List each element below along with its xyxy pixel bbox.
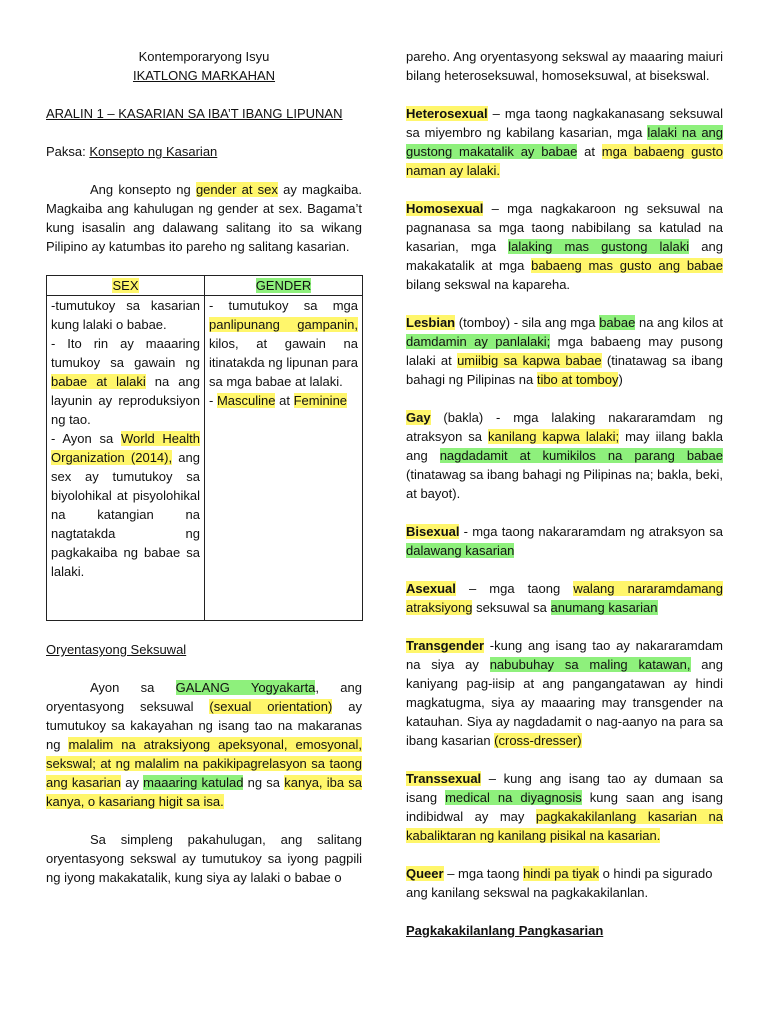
highlight: gender at sex: [195, 182, 278, 197]
course-title: Kontemporaryong Isyu: [138, 49, 270, 64]
orientation-paragraph: Ayon sa GALANG Yogyakarta, ang oryentasyong seksuwal (sexual orientation) ay tumutukoy sa kakayahan ng isang tao na makaranas ng malalim na atraksiyong apeksyonal, emosyonal, sekswal; at ng malalim na pakikipagrelasyon sa taong ang kasarian ay maaaring katulad ng sa kanya, iba sa kanya, o kasariang higit sa isa.: [46, 680, 363, 809]
gender-point-2: - Masculine at Feminine: [209, 393, 348, 408]
intro-paragraph: Ang konsepto ng gender at sex ay magkaiba. Magkaiba ang kahulugan ng gender at sex. Bagama’t kung isasalin ang dalawang salitang ito sa wikang Pilipino ay katumbas ito pareho ng salitang kasarian.: [46, 182, 362, 254]
transgender-definition: Transgender -kung ang isang tao ay nakararamdam na siya ay nabubuhay sa maling katawan, ang kaniyang pag-iisip at ang pangangatawan ay hindi magkatugma, siya ay maaaring may transgender na katauhan. Siya ay nagdadamit o nag-aanyo na para sa ibang kasarian (cross-dresser): [406, 638, 723, 748]
sex-gender-table: [46, 275, 363, 621]
gender-point-1: - tumutukoy sa mga panlipunang gampanin, kilos, at gawain na itinatakda ng lipunan para sa mga babae at lalaki.: [209, 298, 358, 389]
gender-identity-heading: Pagkakakilanlang Pangkasarian: [406, 923, 604, 938]
sex-point-3: - Ayon sa World Health Organization (2014), ang sex ay tumutukoy sa biyolohikal at pisyolohikal na katangian na nagtatakda ng pagkakaiba ng babae sa lalaki.: [51, 431, 200, 579]
bisexual-definition: Bisexual - mga taong nakararamdam ng atraksyon sa dalawang kasarian: [406, 524, 723, 558]
term-lesbian: Lesbian: [406, 315, 456, 330]
gender-header: GENDER: [255, 278, 312, 293]
sex-point-2: - Ito rin ay maaaring tumukoy sa gawain ng babae at lalaki na ang layunin ay reproduksiyon ng tao.: [51, 336, 200, 427]
sex-header-cell: [47, 276, 205, 296]
left-column: [46, 47, 362, 887]
topic-label: Paksa:: [46, 144, 90, 159]
topic-title: Konsepto ng Kasarian: [89, 144, 218, 159]
homosexual-definition: Homosexual – mga nagkakaroon ng seksuwal na pagnanasa sa mga taong nabibilang sa katulad na kasarian, mga lalaking mas gustong lalaki ang makakatalik at mga babaeng mas gusto ang babae bilang sekswal na kapareha.: [406, 201, 723, 292]
term-transgender: Transgender: [406, 638, 485, 653]
lesbian-definition: Lesbian (tomboy) - sila ang mga babae na ang kilos at damdamin ay panlalaki; mga babaeng may pusong lalaki at umiibig sa kapwa babae (tinatawag sa ibang bahagi ng Pilipinas na tibo at tomboy): [406, 315, 723, 387]
simple-definition-paragraph: Sa simpleng pakahulugan, ang salitang oryentasyong sekswal ay tumutukoy sa iyong pagpili ng iyong makakatalik, kung siya ay lalaki o babae o: [46, 832, 362, 885]
continuation-paragraph: pareho. Ang oryentasyong sekswal ay maaaring maiuri bilang heteroseksuwal, homoseksuwal, at bisekswal.: [406, 49, 723, 83]
term-homosexual: Homosexual: [406, 201, 484, 216]
heterosexual-definition: Heterosexual – mga taong nagkakanasang seksuwal sa miyembro ng kabilang kasarian, mga lalaki na ang gustong makatalik ay babae at mga babaeng gusto naman ay lalaki.: [406, 106, 724, 178]
quarter-title: IKATLONG MARKAHAN: [132, 68, 276, 83]
term-bisexual: Bisexual: [406, 524, 460, 539]
sex-header: SEX: [112, 278, 139, 293]
topic-line: [46, 142, 362, 161]
term-asexual: Asexual: [406, 581, 456, 596]
term-heterosexual: Heterosexual: [406, 106, 488, 121]
term-queer: Queer: [406, 866, 444, 881]
queer-definition-cont: ang kanilang sekswal na pagkakakilanlan.: [406, 885, 649, 900]
asexual-definition: Asexual – mga taong walang nararamdamang atraksiyong seksuwal sa anumang kasarian: [406, 581, 723, 615]
gender-header-cell: [205, 276, 363, 296]
right-column: [406, 47, 723, 940]
orientation-heading: Oryentasyong Seksuwal: [46, 642, 187, 657]
transsexual-definition: Transsexual – kung ang isang tao ay dumaan sa isang medical na diyagnosis kung saan ang isang indibidwal ay may pagkakakilanlang kasarian na kabaliktaran ng kanilang pisikal na kasarian.: [406, 771, 723, 843]
queer-definition: Queer – mga taong hindi pa tiyak o hindi pa sigurado: [406, 866, 713, 881]
sex-point-1: -tumutukoy sa kasarian kung lalaki o babae.: [51, 298, 200, 332]
gay-definition: Gay (bakla) - mga lalaking nakararamdam ng atraksyon sa kanilang kapwa lalaki; may iilang bakla ang nagdadamit at kumikilos na parang babae (tinatawag sa ibang bahagi ng Pilipinas na; bakla, beki, at bayot).: [406, 410, 724, 501]
term-gay: Gay: [406, 410, 431, 425]
lesson-heading: ARALIN 1 – KASARIAN SA IBA’T IBANG LIPUNAN: [46, 106, 343, 121]
gender-definition-cell: [205, 296, 363, 621]
sex-definition-cell: [47, 296, 205, 621]
term-transsexual: Transsexual: [406, 771, 482, 786]
